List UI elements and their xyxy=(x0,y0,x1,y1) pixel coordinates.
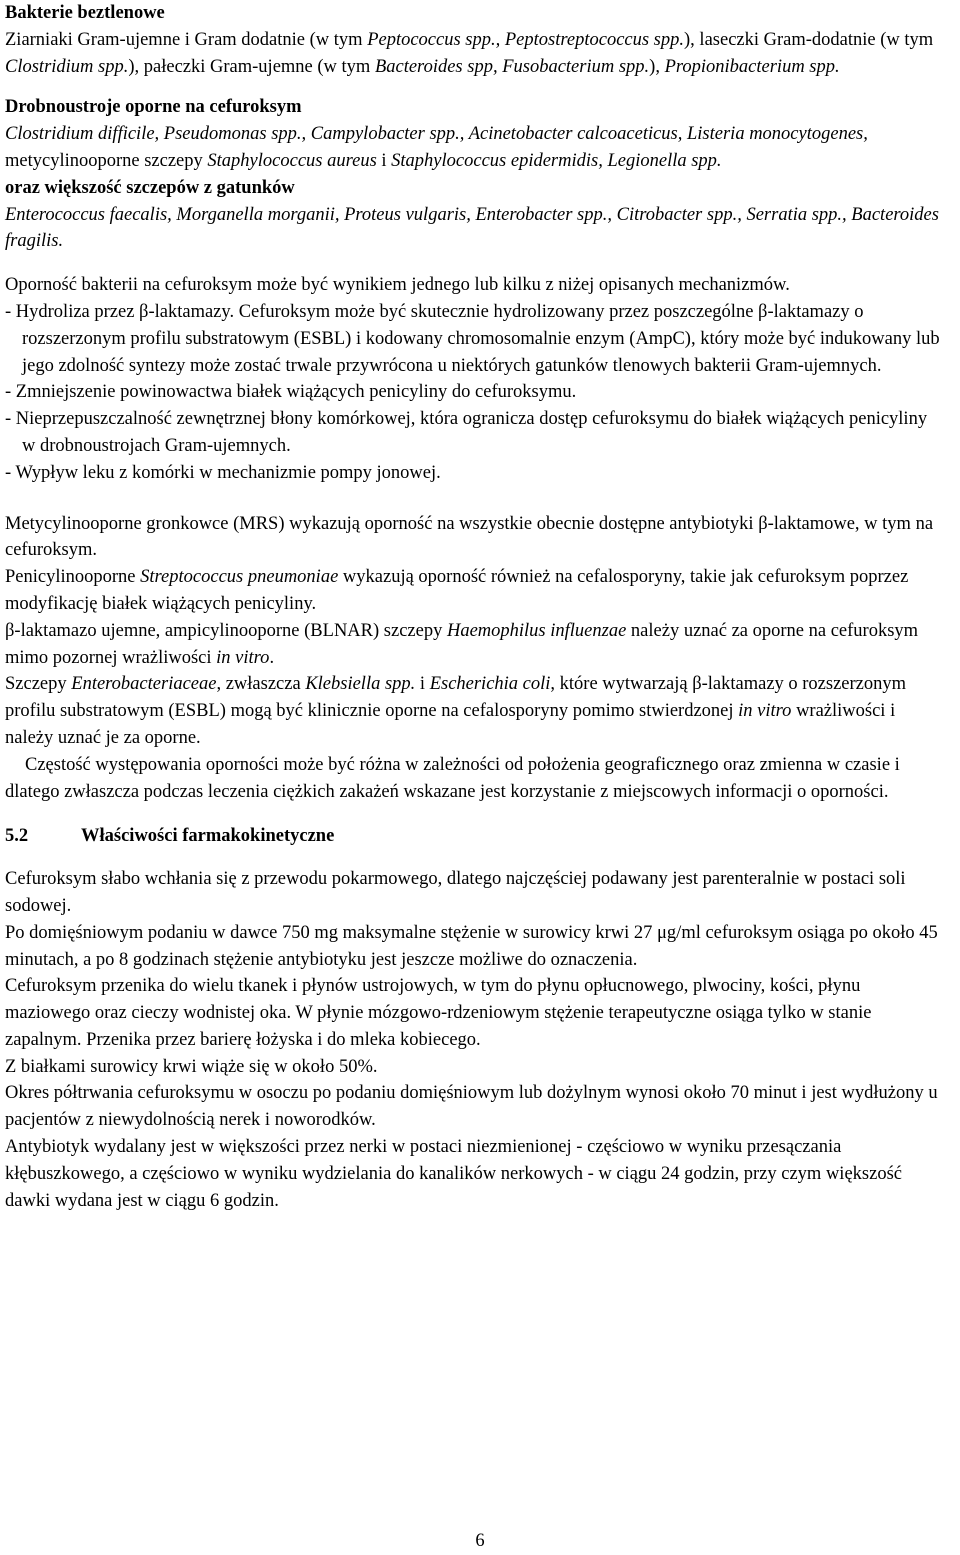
majority-list: Enterococcus faecalis, Morganella morganii, Proteus vulgaris, Enterobacter spp., Citrobacter spp., Serratia spp., Bacteroides fragilis. xyxy=(5,204,939,252)
haemophilus-note: β-laktamazo ujemne, ampicylinooporne (BLNAR) szczepy Haemophilus influenzae należy uznać za oporne na cefuroksym mimo pozornej wrażliwości in vitro. xyxy=(5,620,919,668)
pk-paragraph: Cefuroksym słabo wchłania się z przewodu pokarmowego, dlatego najczęściej podawany jest parenteralnie w postaci soli sodowej. xyxy=(5,869,906,916)
majority-heading: oraz większość szczepów z gatunków xyxy=(5,177,295,198)
pk-paragraph: Z białkami surowicy krwi wiąże się w około 50%. xyxy=(5,1056,378,1077)
section-number: 5.2 xyxy=(5,826,29,847)
document-body xyxy=(5,0,945,1214)
frequency-note: Częstość występowania oporności może być różna w zależności od położenia geograficznego oraz zmienna w czasie i dlatego zwłaszcza podczas leczenia ciężkich zakażeń wskazane jest korzystanie z miejscowych informacji o oporności. xyxy=(5,754,900,802)
resistant-list: Clostridium difficile, Pseudomonas spp., Campylobacter spp., Acinetobacter calcoaceticus, Listeria monocytogenes, metycylinooporne szczepy Staphylococcus aureus i Staphylococcus epidermidis, Legionella spp. xyxy=(5,124,868,171)
pk-paragraph: Cefuroksym przenika do wielu tkanek i płynów ustrojowych, w tym do płynu opłucnowego, plwociny, kości, płynu maziowego oraz cieczy wodnistej oka. W płynie mózgowo-rdzeniowym stężenie terapeutyczne osiąga tylko w stanie zapalnym. Przenika przez barierę łożyska i do mleka kobiecego. xyxy=(5,976,872,1050)
pk-paragraph: Po domięśniowym podaniu w dawce 750 mg maksymalne stężenie w surowicy krwi 27 μg/ml cefuroksym osiąga po około 45 minutach, a po 8 godzinach stężenie antybiotyku jest jeszcze możliwe do oznaczenia. xyxy=(5,922,938,970)
mechanisms-intro: Oporność bakterii na cefuroksym może być wynikiem jednego lub kilku z niżej opisanych mechanizmów. xyxy=(5,275,790,296)
mechanism-item: - Nieprzepuszczalność zewnętrznej błony komórkowej, która ogranicza dostęp cefuroksymu do białek wiążących penicyliny w drobnoustrojach Gram-ujemnych. xyxy=(5,409,928,456)
page-number: 6 xyxy=(475,1531,485,1551)
pk-paragraph: Okres półtrwania cefuroksymu w osoczu po podaniu domięśniowym lub dożylnym wynosi około 70 minut i jest wydłużony u pacjentów z niewydolnością nerek i noworodków. xyxy=(5,1083,938,1131)
anaerobes-list: Ziarniaki Gram-ujemne i Gram dodatnie (w tym Peptococcus spp., Peptostreptococcus spp.), laseczki Gram-dodatnie (w tym Clostridium spp.), pałeczki Gram-ujemne (w tym Bacteroides spp, Fusobacterium spp.), Propionibacterium spp. xyxy=(5,29,934,77)
section-heading xyxy=(5,823,945,850)
mechanism-item: - Hydroliza przez β-laktamazy. Cefuroksym może być skutecznie hydrolizowany przez poszczególne β-laktamazy o rozszerzonym profilu substratowym (ESBL) i kodowany chromosomalnie enzym (AmpC), który może być indukowany lub jego zdolność syntezy może zostać trwale przywrócona u niektórych gatunków tlenowych bakterii Gram-ujemnych. xyxy=(5,301,940,376)
section-title: Właściwości farmakokinetyczne xyxy=(81,826,335,847)
mechanism-item: - Wypływ leku z komórki w mechanizmie pompy jonowej. xyxy=(5,462,441,483)
mechanism-item: - Zmniejszenie powinowactwa białek wiążących penicyliny do cefuroksymu. xyxy=(5,382,577,403)
anaerobes-heading: Bakterie beztlenowe xyxy=(5,3,165,23)
pneumoniae-note: Penicylinooporne Streptococcus pneumoniae wykazują oporność również na cefalosporyny, takie jak cefuroksym poprzez modyfikację białek wiążących penicyliny. xyxy=(5,567,909,614)
resistant-heading: Drobnoustroje oporne na cefuroksym xyxy=(5,97,302,118)
enterobacteriaceae-note: Szczepy Enterobacteriaceae, zwłaszcza Klebsiella spp. i Escherichia coli, które wytwarzają β-laktamazy o rozszerzonym profilu substratowym (ESBL) mogą być klinicznie oporne na cefalosporyny pomimo stwierdzonej in vitro wrażliwości i należy uznać je za oporne. xyxy=(5,674,907,748)
pk-paragraph: Antybiotyk wydalany jest w większości przez nerki w postaci niezmienionej - częściowo w wyniku przesączania kłębuszkowego, a częściowo w wyniku wydzielania do kanalików nerkowych - w ciągu 24 godzin, przy czym większość dawki wydana jest w ciągu 6 godzin. xyxy=(5,1137,902,1211)
mrs-note: Metycylinooporne gronkowce (MRS) wykazują oporność na wszystkie obecnie dostępne antybiotyki β-laktamowe, w tym na cefuroksym. xyxy=(5,513,934,561)
